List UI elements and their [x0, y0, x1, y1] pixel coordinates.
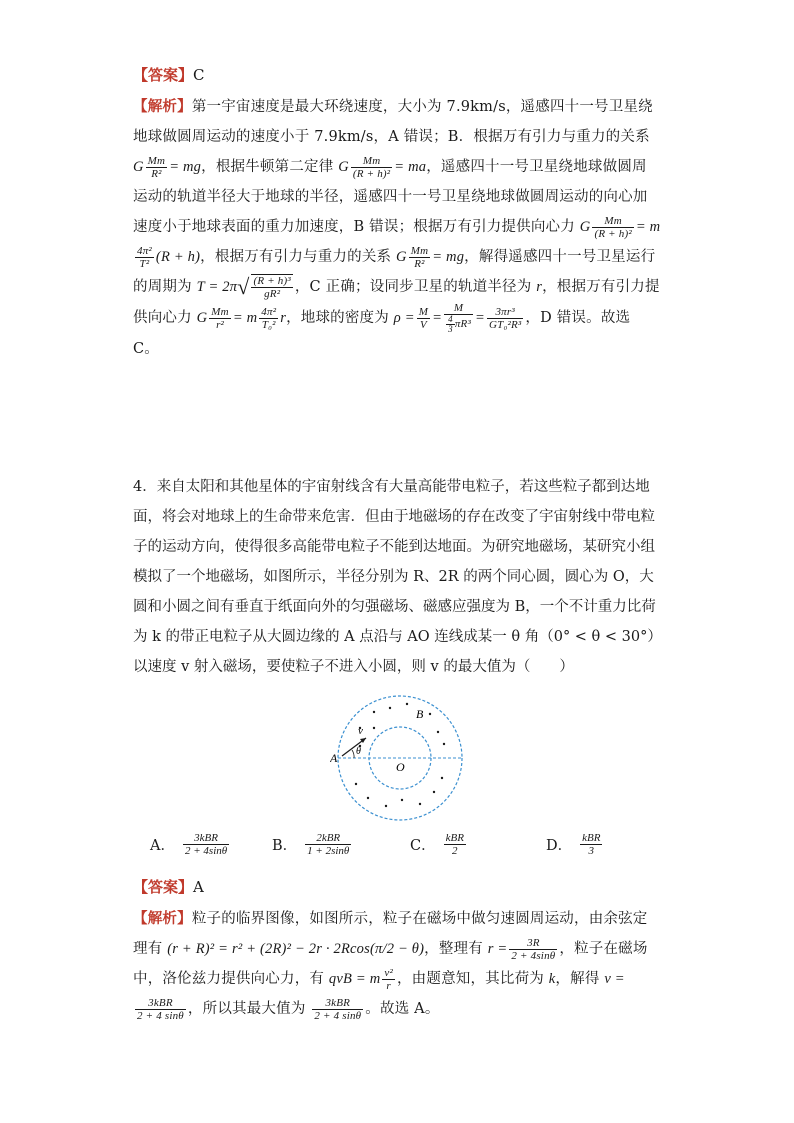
- formula-part: (R + h): [155, 249, 201, 265]
- option-d[interactable]: D． $\frac{\text{kBR}}{3}$: [546, 832, 601, 857]
- formula-part: = mg: [169, 159, 202, 175]
- formula-part: = ma: [394, 159, 427, 175]
- answer-line-2: [133, 876, 204, 897]
- fraction: $\frac{\text{4π²}}{\text{T₀²}}$: [261, 305, 277, 331]
- formula-part: G: [196, 310, 208, 326]
- fraction: $\frac{Mm}{\text{(R + h)²}}$: [594, 214, 632, 240]
- analysis-text: 。故选 A。: [365, 1001, 440, 1017]
- fraction: $\frac{Mm}{\text{R²}}$: [410, 244, 429, 270]
- fraction: $\frac{Mm}{\text{r²}}$: [211, 305, 229, 331]
- analysis-text: ，D 错误。故选 C。: [133, 310, 631, 357]
- analysis-text: ，所以其最大值为: [187, 1001, 306, 1017]
- analysis-text: 粒子的临界图像，如图所示，粒子在磁场中做匀速圆周运动，由余弦定理有: [133, 911, 648, 957]
- option-a[interactable]: A． $\frac{\text{3kBR}}{2 + 4\sin\theta}$: [150, 832, 228, 857]
- fraction: $\frac{\text{v²}}{r}$: [384, 966, 393, 992]
- fraction: $\frac{\text{4π²}}{\text{T²}}$: [137, 244, 152, 270]
- analysis-tag: 【解析】: [133, 910, 192, 927]
- formula-part: =: [432, 310, 443, 326]
- answer-tag: 【答案】: [133, 66, 194, 84]
- analysis-text: ，地球的密度为: [286, 310, 389, 326]
- label-v: v: [358, 725, 363, 737]
- formula-part: = m: [635, 219, 661, 235]
- fraction: M $\frac{4}{3}$ πR³: [444, 302, 473, 334]
- formula-part: G: [338, 159, 349, 175]
- fraction: $\frac{3R}{2 + 4\sin\theta}$: [511, 936, 556, 962]
- fraction: $\frac{Mm}{\text{(R + h)²}}$: [352, 154, 391, 180]
- formula-part: G: [579, 219, 591, 235]
- formula-part: r: [280, 310, 287, 326]
- fraction: $\frac{\text{3kBR}}{2 + 4 \sin\theta}$: [137, 996, 184, 1022]
- fraction: $\frac{M}{V}$: [418, 305, 429, 331]
- formula-part: G: [133, 159, 144, 175]
- analysis-text: 第一宇宙速度是最大环绕速度，大小为 7.9km/s，遥感四十一号卫星绕地球做圆周运动的速度小于 7.9km/s，A 错误；B．根据万有引力与重力的关系: [133, 99, 653, 145]
- analysis-text: ，粒子在磁场中，洛伦兹力提供向心力，有: [133, 941, 648, 987]
- formula-part: G: [396, 249, 407, 265]
- analysis-text: ，根据万有引力与重力的关系: [200, 249, 392, 265]
- fraction: $\frac{Mm}{\text{R²}}$: [147, 154, 166, 180]
- options-row: [150, 832, 670, 872]
- analysis-text: ，C 正确；设同步卫星的轨道半径为: [294, 279, 532, 295]
- option-b[interactable]: B． $\frac{\text{2kBR}}{1 + 2\sin\theta}$: [272, 832, 350, 857]
- sqrt-sign: √: [237, 274, 250, 299]
- analysis-text: ，解得遥感四十一号卫星运行的周期为: [133, 249, 656, 295]
- question-text: 4．来自太阳和其他星体的宇宙射线含有大量高能带电粒子，若这些粒子都到达地面，将会对地球上的生命带来危害．但由于地磁场的存在改变了宇宙射线中带电粒子的运动方向，使得很多高能带电粒子不能到达地面。为研究地磁场，某研究小组模拟了一个地磁场，如图所示，半径分别为 R、2R 的两个同心圆，圆心为 O，大圆和小圆之间有垂直于纸面向外的匀强磁场、磁感应强度为 B，一个不计重力比荷为 k 的带正电粒子从大圆边缘的 A 点沿与 AO 连线成某一 θ 角（0° < θ < 30°）以速度 v 射入磁场，要使粒子不进入小圆，则 v 的最大值为（ ）: [133, 479, 656, 675]
- label-A: A: [330, 751, 338, 765]
- analysis-tag: 【解析】: [133, 98, 192, 115]
- formula-part: k: [548, 971, 556, 987]
- analysis-text: ，由题意知，其比荷为: [396, 971, 544, 987]
- formula-part: T = 2π: [196, 279, 238, 295]
- formula-part: =: [474, 310, 485, 326]
- field-dots: [355, 703, 445, 807]
- fraction: $\frac{\text{3kBR}}{2 + 4 \sin\theta}$: [314, 996, 362, 1022]
- label-B: B: [416, 707, 424, 721]
- answer-value: A: [193, 878, 204, 896]
- answer-line-1: [133, 64, 205, 85]
- analysis-text: ，根据牛顿第二定律: [201, 159, 334, 175]
- formula-part: = mg: [432, 249, 465, 265]
- analysis-paragraph-2: [133, 904, 661, 1024]
- analysis-text: ，解得: [555, 971, 600, 987]
- analysis-text: ，整理有: [424, 941, 483, 957]
- label-theta: θ: [356, 746, 361, 757]
- formula-part: qvB = m: [328, 971, 381, 987]
- formula-part: r =: [487, 941, 508, 957]
- fraction: $\frac{\text{3πr³}}{\text{GT₀²R³}}$: [488, 305, 522, 331]
- magnetic-field-figure: [330, 688, 470, 828]
- formula-part: r: [536, 279, 543, 295]
- formula-part: (r + R)² = r² + (2R)² − 2r · 2Rcos(π/2 − θ): [167, 941, 425, 957]
- label-O: O: [396, 760, 405, 774]
- question-4: [133, 472, 661, 682]
- answer-value: C: [193, 66, 205, 84]
- analysis-paragraph-1: [133, 92, 661, 364]
- formula-part: v =: [604, 971, 625, 987]
- formula-part: = m: [232, 310, 258, 326]
- option-c[interactable]: C． $\frac{\text{kBR}}{2}$: [410, 832, 464, 857]
- answer-tag: 【答案】: [133, 878, 194, 896]
- fraction: $\frac{\text{(R + h)³}}{\text{gR²}}$: [253, 275, 291, 300]
- formula-part: ρ =: [393, 310, 415, 326]
- analysis-text: ，遥感四十一号卫星绕地球做圆周运动的轨道半径大于地球的半径，遥感四十一号卫星绕地球做圆周运动的向心加速度小于地球表面的重力加速度，B 错误；根据万有引力提供向心力: [133, 159, 648, 235]
- analysis-text: ，根据万有引力提供向心力: [133, 279, 660, 326]
- theta-arc: [352, 750, 354, 758]
